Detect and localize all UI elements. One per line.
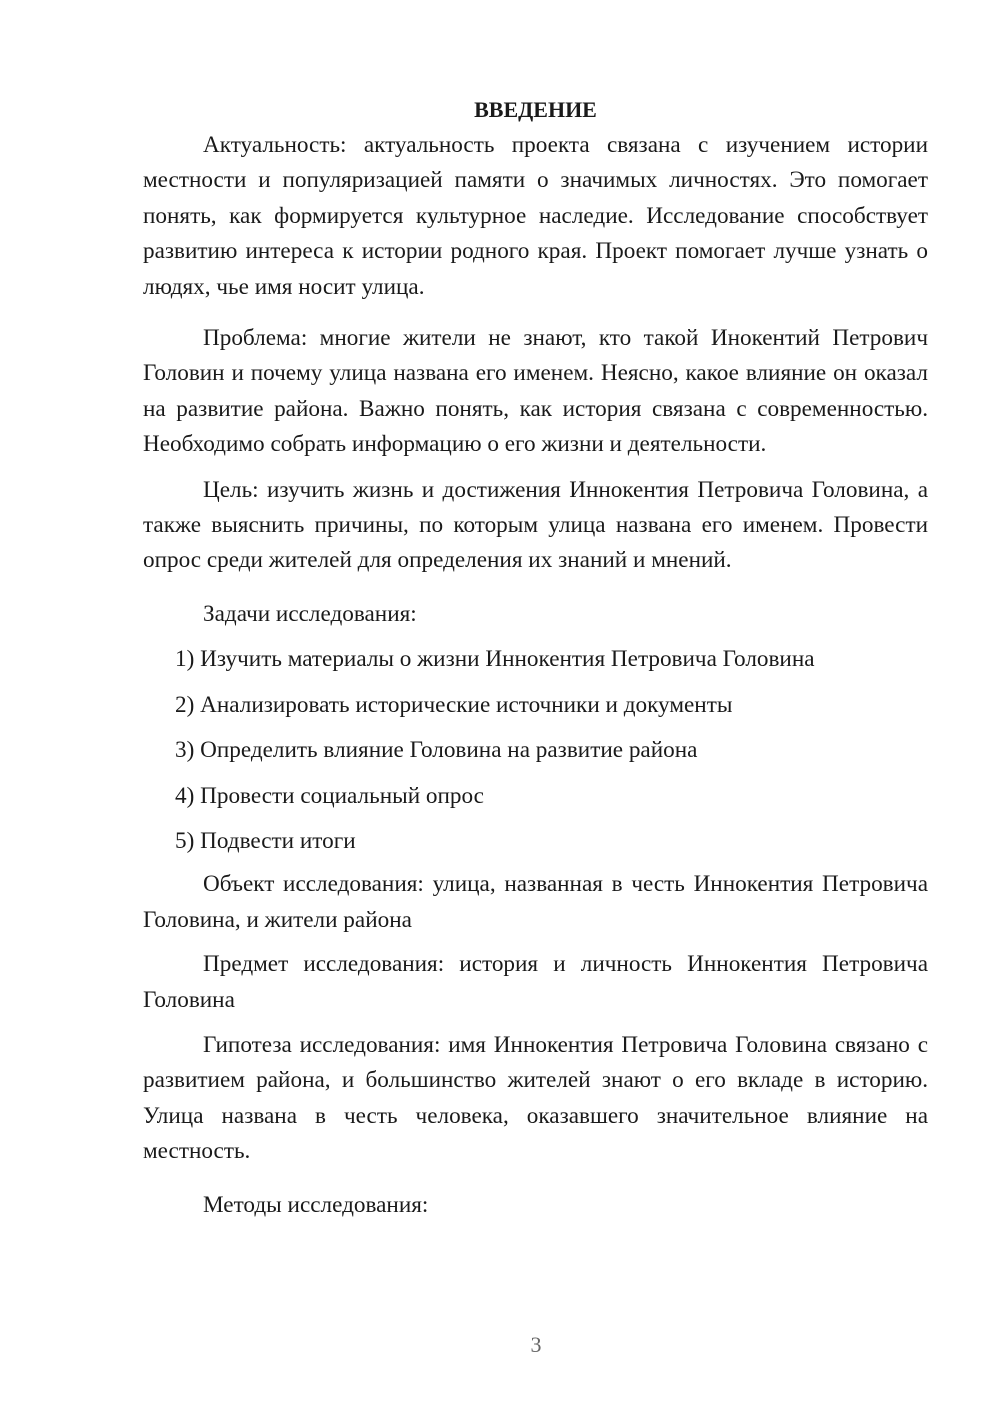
subject-paragraph: Предмет исследования: история и личность Иннокентия Петровича Головина bbox=[143, 951, 928, 1013]
task-item: 5) Подвести итоги bbox=[175, 827, 356, 854]
methods-title: Методы исследования: bbox=[203, 1191, 429, 1218]
hypothesis-paragraph: Гипотеза исследования: имя Иннокентия Петровича Головина связано с развитием района, и большинство жителей знают о его вкладе в историю. Улица названа в честь человека, оказавшего значительное влияние на местность. bbox=[143, 1031, 928, 1165]
task-item: 4) Провести социальный опрос bbox=[175, 782, 484, 809]
task-list bbox=[143, 642, 928, 859]
task-item: 1) Изучить материалы о жизни Иннокентия Петровича Головина bbox=[175, 646, 815, 673]
relevance-paragraph: Актуальность: актуальность проекта связана с изучением истории местности и популяризацией памяти о значимых личностях. Это помогает понять, как формируется культурное наследие. Исследование способствует развитию интереса к истории родного края. Проект помогает лучше узнать о людях, чье имя носит улица. bbox=[143, 132, 928, 300]
goal-paragraph: Цель: изучить жизнь и достижения Иннокентия Петровича Головина, а также выяснить причины, по которым улица названа его именем. Провести опрос среди жителей для определения их знаний и мнений. bbox=[143, 476, 928, 574]
page-number: 3 bbox=[530, 1332, 542, 1357]
page-title: ВВЕДЕНИЕ bbox=[474, 97, 597, 122]
problem-paragraph: Проблема: многие жители не знают, кто такой Инокентий Петрович Головин и почему улица названа его именем. Неясно, какое влияние он оказал на развитие района. Важно понять, как история связана с современностью. Необходимо собрать информацию о его жизни и деятельности. bbox=[143, 325, 928, 458]
page-content bbox=[143, 92, 928, 1223]
object-paragraph: Объект исследования: улица, названная в честь Иннокентия Петровича Головина, и жители района bbox=[143, 871, 928, 933]
tasks-title: Задачи исследования: bbox=[203, 600, 417, 627]
task-item: 3) Определить влияние Головина на развитие района bbox=[175, 737, 698, 764]
task-item: 2) Анализировать исторические источники и документы bbox=[175, 691, 733, 718]
